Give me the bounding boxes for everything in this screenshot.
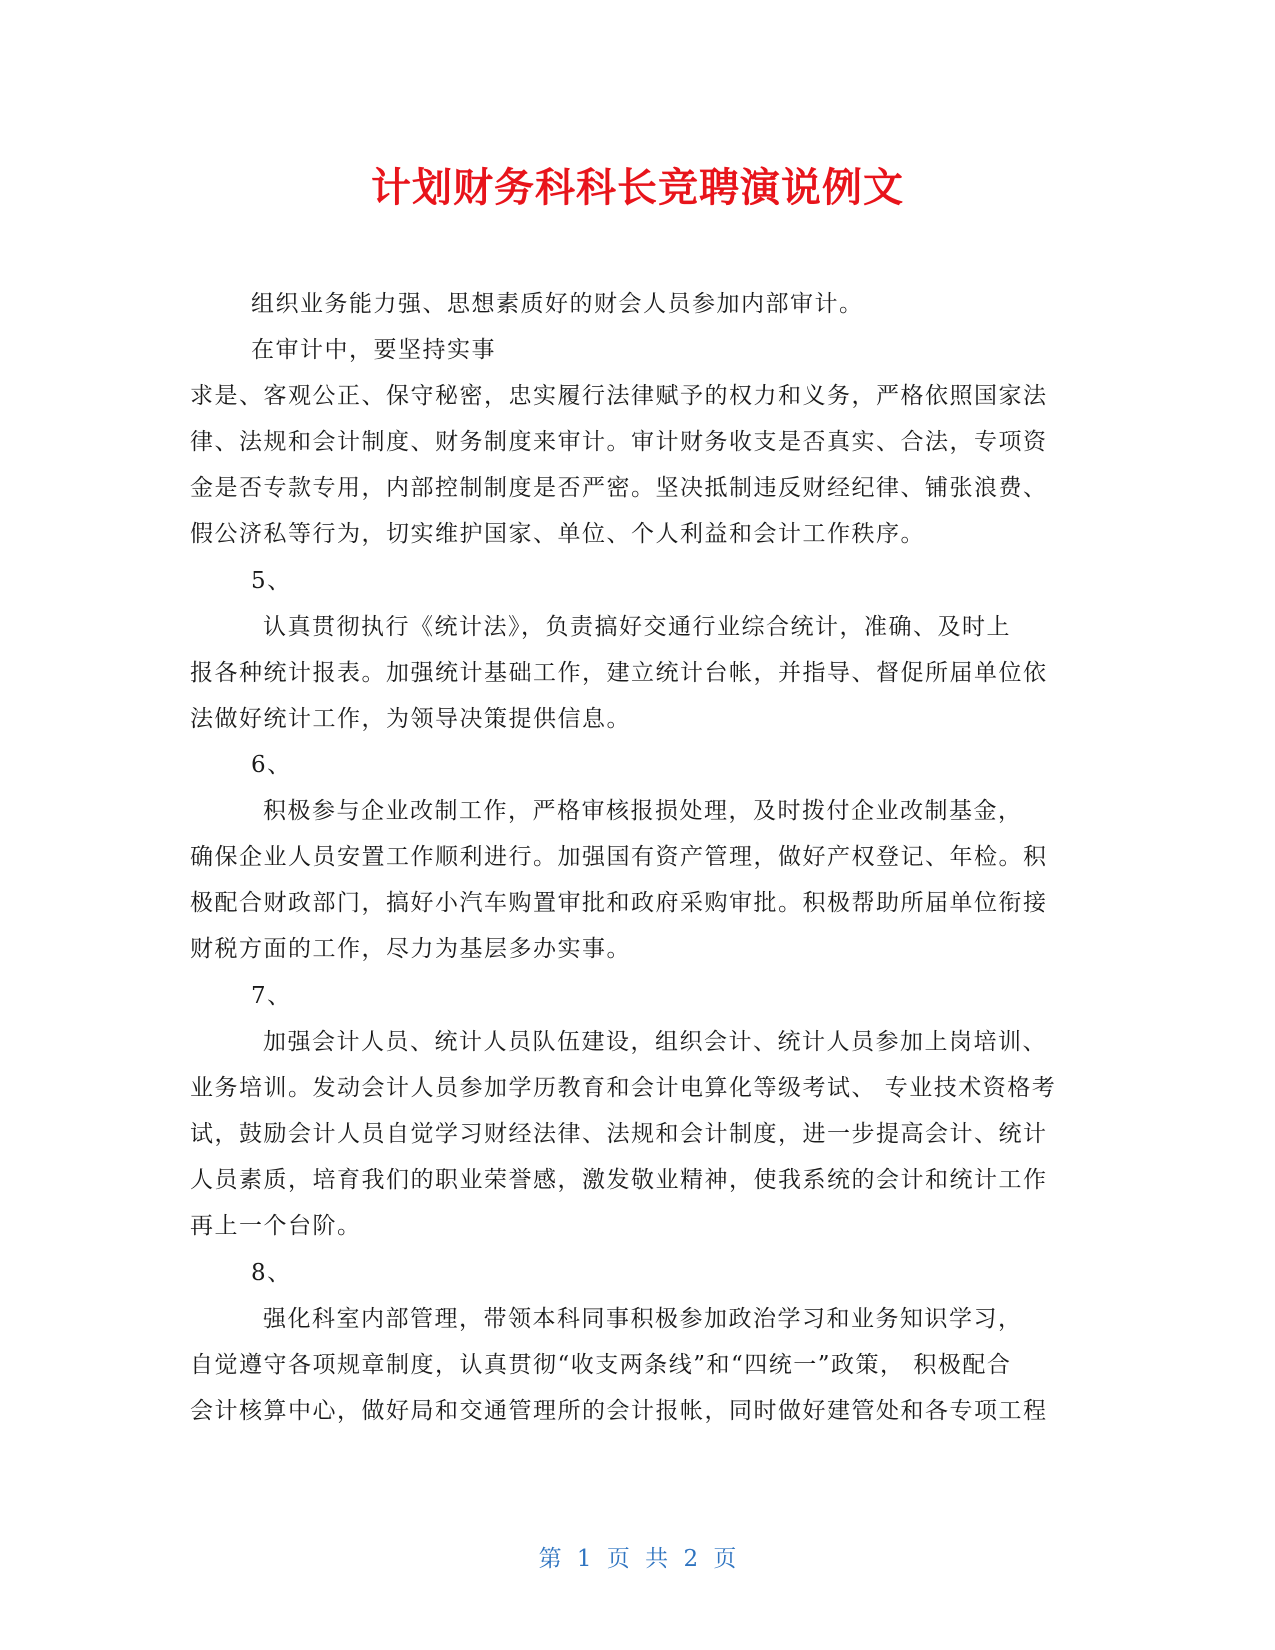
body-line: 加强会计人员、统计人员队伍建设，组织会计、统计人员参加上岗培训、	[263, 1029, 1047, 1055]
body-line: 在审计中，要坚持实事	[251, 337, 496, 363]
body-line: 积极参与企业改制工作，严格审核报损处理，及时拨付企业改制基金，	[263, 798, 1023, 824]
body-line: 强化科室内部管理，带领本科同事积极参加政治学习和业务知识学习，	[263, 1306, 1023, 1332]
body-line: 假公济私等行为，切实维护国家、单位、个人利益和会计工作秩序。	[190, 521, 925, 547]
body-line: 律、法规和会计制度、财务制度来审计。审计财务收支是否真实、合法，专项资	[190, 429, 1048, 455]
section-number: 7、	[251, 983, 292, 1009]
body-line: 会计核算中心，做好局和交通管理所的会计报帐，同时做好建管处和各专项工程	[190, 1398, 1048, 1424]
body-line: 认真贯彻执行《统计法》，负责搞好交通行业综合统计，准确、及时上	[263, 614, 1011, 640]
body-line: 财税方面的工作，尽力为基层多办实事。	[190, 936, 631, 962]
section-number: 6、	[251, 752, 292, 778]
section-number: 8、	[251, 1260, 292, 1286]
body-line: 求是、客观公正、保守秘密，忠实履行法律赋予的权力和义务，严格依照国家法	[190, 383, 1048, 409]
body-line: 自觉遵守各项规章制度，认真贯彻“收支两条线”和“四统一”政策， 积极配合	[190, 1352, 1012, 1378]
body-line: 金是否专款专用，内部控制制度是否严密。坚决抵制违反财经纪律、铺张浪费、	[190, 475, 1048, 501]
document-title: 计划财务科科长竞聘演说例文	[371, 165, 904, 211]
body-line: 业务培训。发动会计人员参加学历教育和会计电算化等级考试、 专业技术资格考	[190, 1075, 1057, 1101]
section-number: 5、	[251, 568, 292, 594]
body-line: 试，鼓励会计人员自觉学习财经法律、法规和会计制度，进一步提高会计、统计	[190, 1121, 1048, 1147]
body-line: 报各种统计报表。加强统计基础工作，建立统计台帐，并指导、督促所届单位依	[190, 660, 1048, 686]
page-number-footer: 第 1 页 共 2 页	[538, 1546, 737, 1572]
body-line: 人员素质，培育我们的职业荣誉感，激发敬业精神，使我系统的会计和统计工作	[190, 1167, 1048, 1193]
body-line: 组织业务能力强、思想素质好的财会人员参加内部审计。	[251, 291, 864, 317]
body-line: 确保企业人员安置工作顺利进行。加强国有资产管理，做好产权登记、年检。积	[190, 844, 1048, 870]
body-line: 再上一个台阶。	[190, 1213, 362, 1239]
body-line: 法做好统计工作，为领导决策提供信息。	[190, 706, 631, 732]
body-line: 极配合财政部门，搞好小汽车购置审批和政府采购审批。积极帮助所届单位衔接	[190, 890, 1048, 916]
